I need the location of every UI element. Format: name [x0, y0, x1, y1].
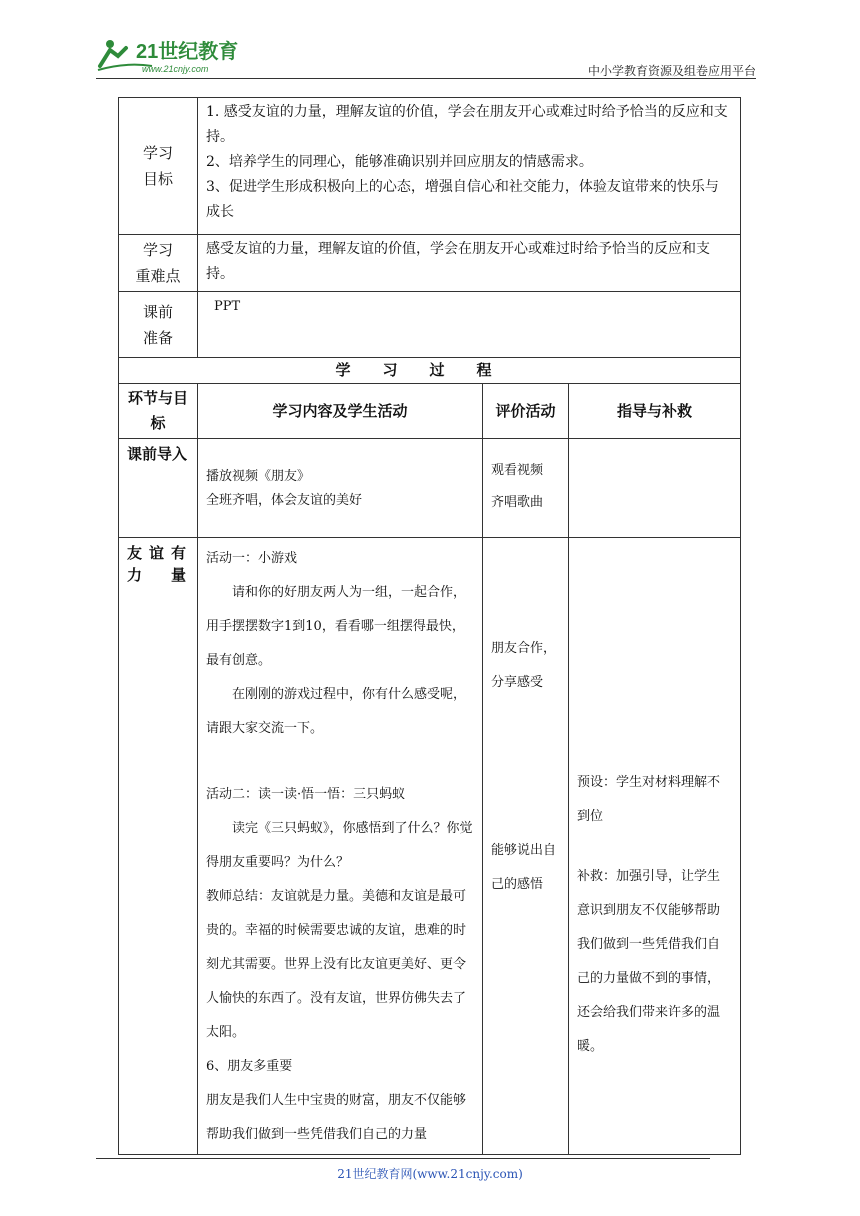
lesson-plan-table [118, 97, 741, 1155]
eval-line: 齐唱歌曲 [491, 495, 544, 510]
item6-text: 朋友是我们人生中宝贵的财富，朋友不仅能够帮助我们做到一些凭借我们自己的力量 [206, 1093, 467, 1142]
power-row [119, 538, 741, 1155]
keypoints-row [119, 235, 741, 292]
eval-line: 能够说出自己的感悟 [491, 843, 557, 892]
objective-item: 2、培养学生的同理心，能够准确识别并回应朋友的情感需求。 [206, 154, 593, 170]
intro-row [119, 439, 741, 538]
activity1-question: 在刚刚的游戏过程中，你有什么感受呢，请跟大家交流一下。 [206, 687, 467, 736]
intro-guide [569, 439, 741, 538]
label-line: 准备 [142, 328, 173, 347]
content-line: 播放视频《朋友》 [206, 469, 311, 484]
label-line: 目标 [142, 170, 173, 188]
objective-item: 1. 感受友谊的力量，理解友谊的价值，学会在朋友开心或难过时给予恰当的反应和支持。 [206, 104, 728, 145]
power-eval [483, 538, 569, 1155]
column-header-row [119, 384, 741, 439]
col-header-content: 学习内容及学生活动 [198, 384, 483, 439]
eval-line: 观看视频 [491, 463, 544, 478]
teacher-summary: 教师总结：友谊就是力量。美德和友谊是最可贵的。幸福的时候需要忠诚的友谊，患难的时刻尤其需要。世界上没有比友谊更美好、更令人愉快的东西了。没有友谊，世界仿佛失去了太阳。 [206, 889, 467, 1040]
process-title-row [119, 358, 741, 384]
power-stage: 友谊有力量 [119, 538, 198, 1155]
header-divider [96, 78, 756, 79]
col-header-guide: 指导与补救 [569, 384, 741, 439]
eval-line: 朋友合作， [491, 641, 557, 656]
intro-eval [483, 439, 569, 538]
guide-remedy: 补救：加强引导，让学生意识到朋友不仅能够帮助我们做到一些凭借我们自己的力量做不到的事情，还会给我们带来许多的温暖。 [577, 869, 721, 1054]
label-line: 学习 [142, 144, 173, 162]
footer-divider [96, 1158, 710, 1159]
label-line: 课前 [142, 302, 173, 321]
intro-stage: 课前导入 [119, 439, 198, 538]
col-header-eval: 评价活动 [483, 384, 569, 439]
site-logo [96, 36, 256, 76]
prep-content: PPT [198, 292, 741, 358]
objective-item: 3、促进学生形成积极向上的心态，增强自信心和社交能力，体验友谊带来的快乐与成长 [206, 179, 719, 220]
activity1-title: 活动一：小游戏 [206, 551, 298, 566]
content-line: 全班齐唱，体会友谊的美好 [206, 493, 363, 508]
prep-label [119, 292, 198, 358]
item6-title: 6、朋友多重要 [206, 1059, 293, 1074]
logo-url: www.21cnjy.com [142, 64, 209, 74]
label-line: 学习 [142, 241, 173, 259]
intro-content [198, 439, 483, 538]
objectives-row [119, 98, 741, 235]
activity2-question: 读完《三只蚂蚁》，你感悟到了什么？你觉得朋友重要吗？为什么？ [206, 821, 473, 870]
activity1-instructions: 请和你的好朋友两人为一组，一起合作，用手摆摆数字1到10，看看哪一组摆得最快，最有创意。 [206, 585, 467, 668]
activity2-title: 活动二：读一读·悟一悟：三只蚂蚁 [206, 787, 406, 802]
platform-name: 中小学教育资源及组卷应用平台 [587, 64, 756, 78]
keypoints-content: 感受友谊的力量，理解友谊的价值，学会在朋友开心或难过时给予恰当的反应和支持。 [198, 235, 741, 292]
logo-text: 21世纪教育 [136, 41, 239, 63]
keypoints-label [119, 235, 198, 292]
eval-line: 分享感受 [491, 675, 544, 690]
guide-preset: 预设：学生对材料理解不到位 [577, 775, 721, 824]
objectives-content [198, 98, 741, 235]
spacer [206, 746, 474, 778]
objectives-label [119, 98, 198, 235]
power-content [198, 538, 483, 1155]
footer-text: 21世纪教育网(www.21cnjy.com) [337, 1167, 523, 1181]
label-line: 重难点 [135, 267, 181, 285]
power-guide [569, 538, 741, 1155]
process-title: 学习过程 [119, 358, 741, 384]
prep-row [119, 292, 741, 358]
col-header-stage: 环节与目标 [119, 384, 198, 439]
